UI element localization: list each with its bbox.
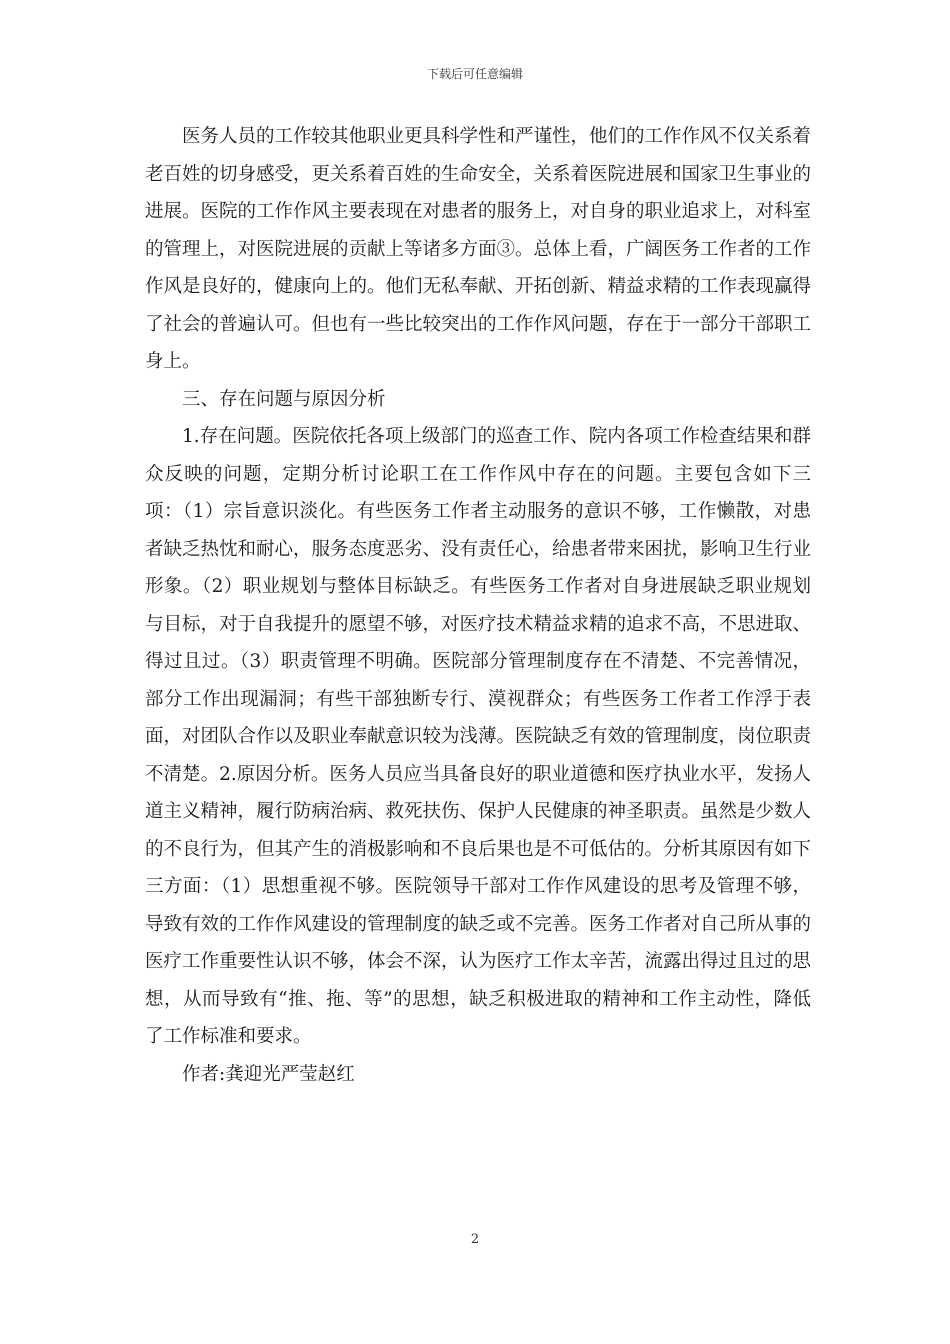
page-number: 2 (470, 1232, 480, 1247)
author-line: 作者:龚迎光严莹赵红 (182, 1063, 355, 1085)
page-header: 下载后可任意编辑 (426, 67, 523, 81)
section-heading-problems: 三、存在问题与原因分析 (182, 388, 386, 410)
document-body (145, 118, 811, 1093)
paragraph-problems-analysis: 1.存在问题。医院依托各项上级部门的巡查工作、院内各项工作检查结果和群众反映的问题，定期分析讨论职工在工作作风中存在的问题。主要包含如下三项：（1）宗旨意识淡化。有些医务工作者主动服务的意识不够，工作懒散，对患者缺乏热忱和耐心，服务态度恶劣、没有责任心，给患者带来困扰，影响卫生行业形象。（2）职业规划与整体目标缺乏。有些医务工作者对自身进展缺乏职业规划与目标，对于自我提升的愿望不够，对医疗技术精益求精的追求不高，不思进取、得过且过。（3）职责管理不明确。医院部分管理制度存在不清楚、不完善情况，部分工作出现漏洞；有些干部独断专行、漠视群众；有些医务工作者工作浮于表面，对团队合作以及职业奉献意识较为浅薄。医院缺乏有效的管理制度，岗位职责不清楚。2.原因分析。医务人员应当具备良好的职业道德和医疗执业水平，发扬人道主义精神，履行防病治病、救死扶伤、保护人民健康的神圣职责。虽然是少数人的不良行为，但其产生的消极影响和不良后果也是不可低估的。分析其原因有如下三方面：（1）思想重视不够。医院领导干部对工作作风建设的思考及管理不够，导致有效的工作作风建设的管理制度的缺乏或不完善。医务工作者对自己所从事的医疗工作重要性认识不够，体会不深，认为医疗工作太辛苦，流露出得过且过的思想，从而导致有“推、拖、等”的思想，缺乏积极进取的精神和工作主动性，降低了工作标准和要求。 (145, 426, 812, 1047)
paragraph-work-style: 医务人员的工作较其他职业更具科学性和严谨性，他们的工作作风不仅关系着老百姓的切身感受，更关系着百姓的生命安全，关系着医院进展和国家卫生事业的进展。医院的工作作风主要表现在对患者的服务上，对自身的职业追求上，对科室的管理上，对医院进展的贡献上等诸多方面③。总体上看，广阔医务工作者的工作作风是良好的，健康向上的。他们无私奉献、开拓创新、精益求精的工作表现赢得了社会的普遍认可。但也有一些比较突出的工作作风问题，存在于一部分干部职工身上。 (145, 126, 812, 372)
